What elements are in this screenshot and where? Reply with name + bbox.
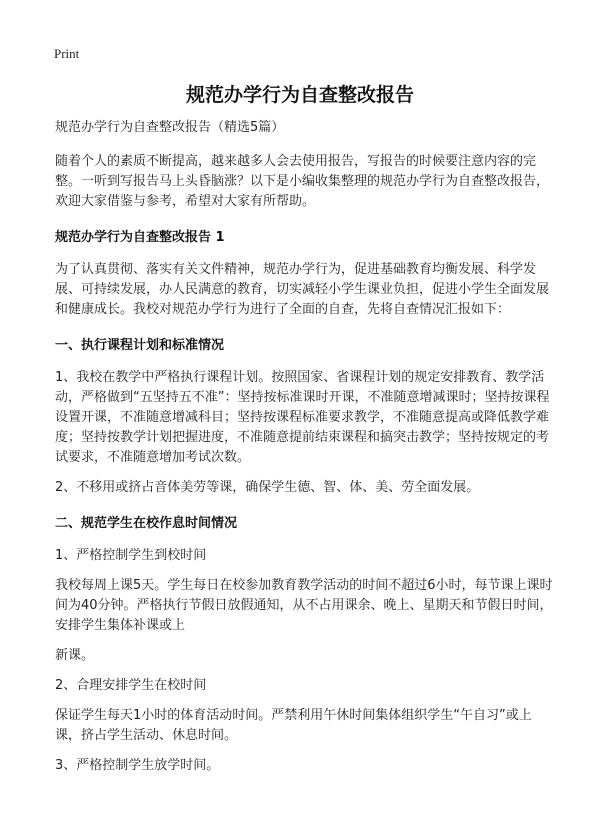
section-1-intro: 为了认真贯彻、落实有关文件精神，规范办学行为，促进基础教育均衡发展、科学发展、可持续发展，办人民满意的教育，切实减轻小学生课业负担，促进小学生全面发展和健康成长。我校对规范办学行为进行了全面的自查，先将自查情况汇报如下： xyxy=(55,262,550,317)
item-curriculum-1: 1、我校在教学中严格执行课程计划。按照国家、省课程计划的规定安排教育、教学活动，严格做到“五坚持五不准”：坚持按标准课时开课，不准随意增减课时；坚持按课程设置开课，不准随意增减科目；坚持按课程标准要求教学，不准随意提高或降低教学难度；坚持按教学计划把握进度，不准随意提前结束课程和搞突击教学；坚持按规定的考试要求，不准随意增加考试次数。 xyxy=(55,370,550,465)
item-curriculum-2: 2、不移用或挤占音体美劳等课，确保学生德、智、体、美、劳全面发展。 xyxy=(55,480,480,495)
item-schedule-1-body: 我校每周上课5天。学生每日在校参加教育教学活动的时间不超过6小时，每节课上课时间为40分钟。严格执行节假日放假通知，从不占用课余、晚上、星期天和节假日时间，安排学生集体补课或上 xyxy=(55,578,553,633)
document-title: 规范办学行为自查整改报告 xyxy=(185,84,414,106)
document-body xyxy=(55,118,555,786)
item-schedule-3: 3、严格控制学生放学时间。 xyxy=(55,758,220,773)
section-1-title: 规范办学行为自查整改报告 1 xyxy=(55,230,225,245)
document-subtitle: 规范办学行为自查整改报告（精选5篇） xyxy=(55,120,285,135)
print-link[interactable]: Print xyxy=(54,46,80,61)
item-schedule-2: 2、合理安排学生在校时间 xyxy=(55,678,207,693)
item-schedule-1-continued: 新课。 xyxy=(55,648,95,663)
item-schedule-2-body: 保证学生每天1小时的体育活动时间。严禁利用午休时间集体组织学生“午自习”或上课，挤占学生活动、休息时间。 xyxy=(55,708,532,743)
heading-curriculum: 一、执行课程计划和标准情况 xyxy=(55,338,225,353)
intro-paragraph: 随着个人的素质不断提高，越来越多人会去使用报告，写报告的时候要注意内容的完整。一听到写报告马上头昏脑涨？以下是小编收集整理的规范办学行为自查整改报告，欢迎大家借鉴与参考，希望对大家有所帮助。 xyxy=(55,154,550,209)
item-schedule-1: 1、严格控制学生到校时间 xyxy=(55,548,207,563)
heading-schedule: 二、规范学生在校作息时间情况 xyxy=(55,516,238,531)
